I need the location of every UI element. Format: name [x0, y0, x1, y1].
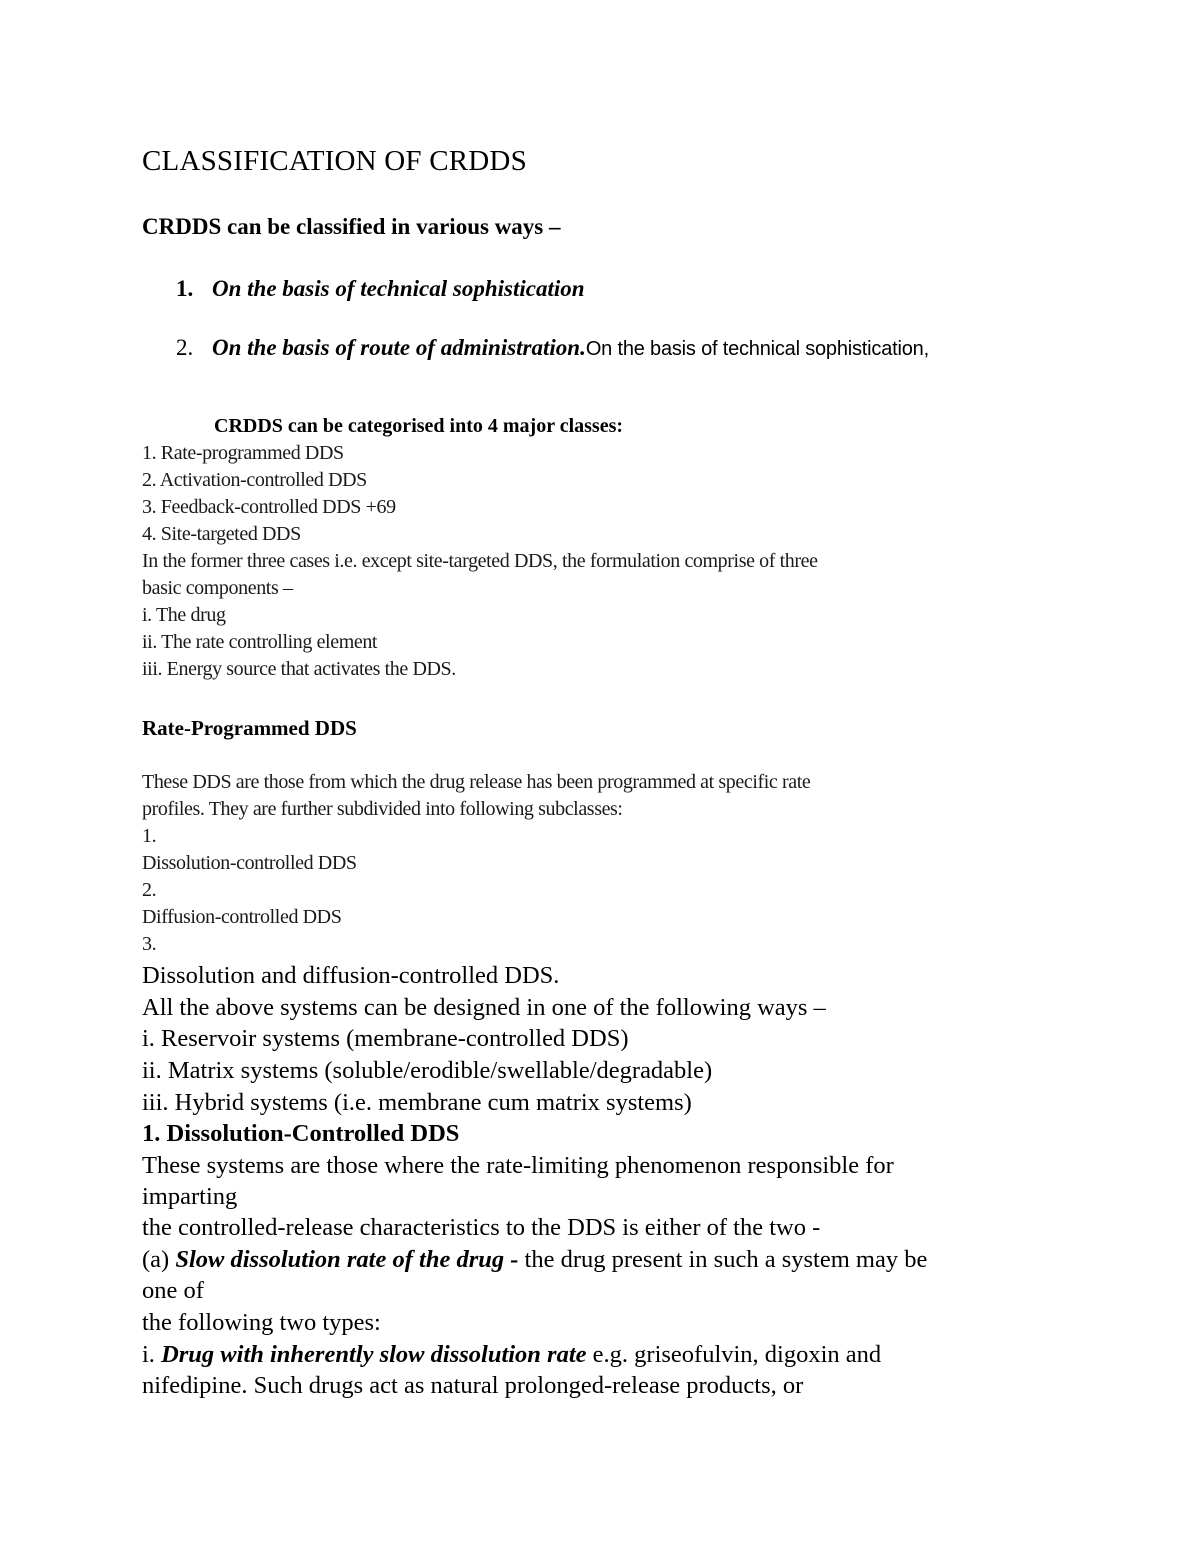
item-a-line-1 — [142, 1246, 927, 1274]
subclass-text: Diffusion-controlled DDS — [142, 906, 342, 928]
rate-programmed-heading: Rate-Programmed DDS — [142, 716, 357, 740]
dissolution-paragraph-line-2: imparting — [142, 1183, 238, 1210]
subclass-number: 3. — [142, 933, 157, 955]
item-a-line-3: the following two types: — [142, 1309, 381, 1336]
subclass-number: 1. — [142, 825, 157, 847]
item-a-prefix: (a) — [142, 1246, 176, 1273]
item-a-rest: the drug present in such a system may be — [518, 1246, 928, 1273]
class-item: 2. Activation-controlled DDS — [142, 469, 367, 491]
item-i-line-2: nifedipine. Such drugs act as natural prolonged-release products, or — [142, 1372, 804, 1399]
dissolution-controlled-heading: 1. Dissolution-Controlled DDS — [142, 1120, 460, 1147]
dissolution-paragraph-line-3: the controlled-release characteristics to the DDS is either of the two - — [142, 1214, 821, 1241]
class-item: 4. Site-targeted DDS — [142, 523, 301, 545]
component-item: iii. Energy source that activates the DDS. — [142, 658, 456, 680]
item-i-bold: Drug with inherently slow dissolution rate — [161, 1341, 587, 1368]
item-a-line-2: one of — [142, 1277, 204, 1304]
intro-line: CRDDS can be classified in various ways – — [142, 214, 561, 239]
major-classes-heading: CRDDS can be categorised into 4 major classes: — [214, 415, 624, 437]
way-text: On the basis of technical sophistication — [212, 276, 585, 301]
class-item: 1. Rate-programmed DDS — [142, 442, 344, 464]
component-item: i. The drug — [142, 604, 226, 626]
designed-ways-line: All the above systems can be designed in one of the following ways – — [142, 994, 826, 1021]
item-i-rest: e.g. griseofulvin, digoxin and — [586, 1341, 882, 1368]
way-tail-text: On the basis of technical sophistication, — [585, 338, 929, 360]
system-item: ii. Matrix systems (soluble/erodible/swellable/degradable) — [142, 1057, 713, 1084]
subclass-number: 2. — [142, 879, 157, 901]
subclass-text: Dissolution-controlled DDS — [142, 852, 357, 874]
item-a-bold: Slow dissolution rate of the drug - — [175, 1246, 519, 1273]
way-number: 1. — [176, 276, 194, 301]
former-cases-line-2: basic components – — [142, 577, 293, 599]
way-text: On the basis of route of administration. — [212, 335, 586, 360]
subclass-text: Dissolution and diffusion-controlled DDS. — [142, 962, 560, 989]
item-i-prefix: i. — [142, 1341, 162, 1368]
class-item: 3. Feedback-controlled DDS +69 — [142, 496, 396, 518]
way-item-2 — [176, 335, 929, 361]
way-item-1 — [176, 276, 585, 302]
system-item: i. Reservoir systems (membrane-controlled DDS) — [142, 1025, 629, 1052]
component-item: ii. The rate controlling element — [142, 631, 378, 653]
former-cases-line-1: In the former three cases i.e. except site-targeted DDS, the formulation comprise of three — [142, 550, 818, 572]
rate-paragraph-line-2: profiles. They are further subdivided into following subclasses: — [142, 798, 623, 820]
document-title: CLASSIFICATION OF CRDDS — [142, 145, 527, 177]
dissolution-paragraph-line-1: These systems are those where the rate-limiting phenomenon responsible for — [142, 1152, 894, 1179]
system-item: iii. Hybrid systems (i.e. membrane cum matrix systems) — [142, 1089, 692, 1116]
rate-paragraph-line-1: These DDS are those from which the drug release has been programmed at specific rate — [142, 771, 811, 793]
way-number: 2. — [176, 335, 194, 360]
item-i-line-1 — [142, 1341, 881, 1369]
